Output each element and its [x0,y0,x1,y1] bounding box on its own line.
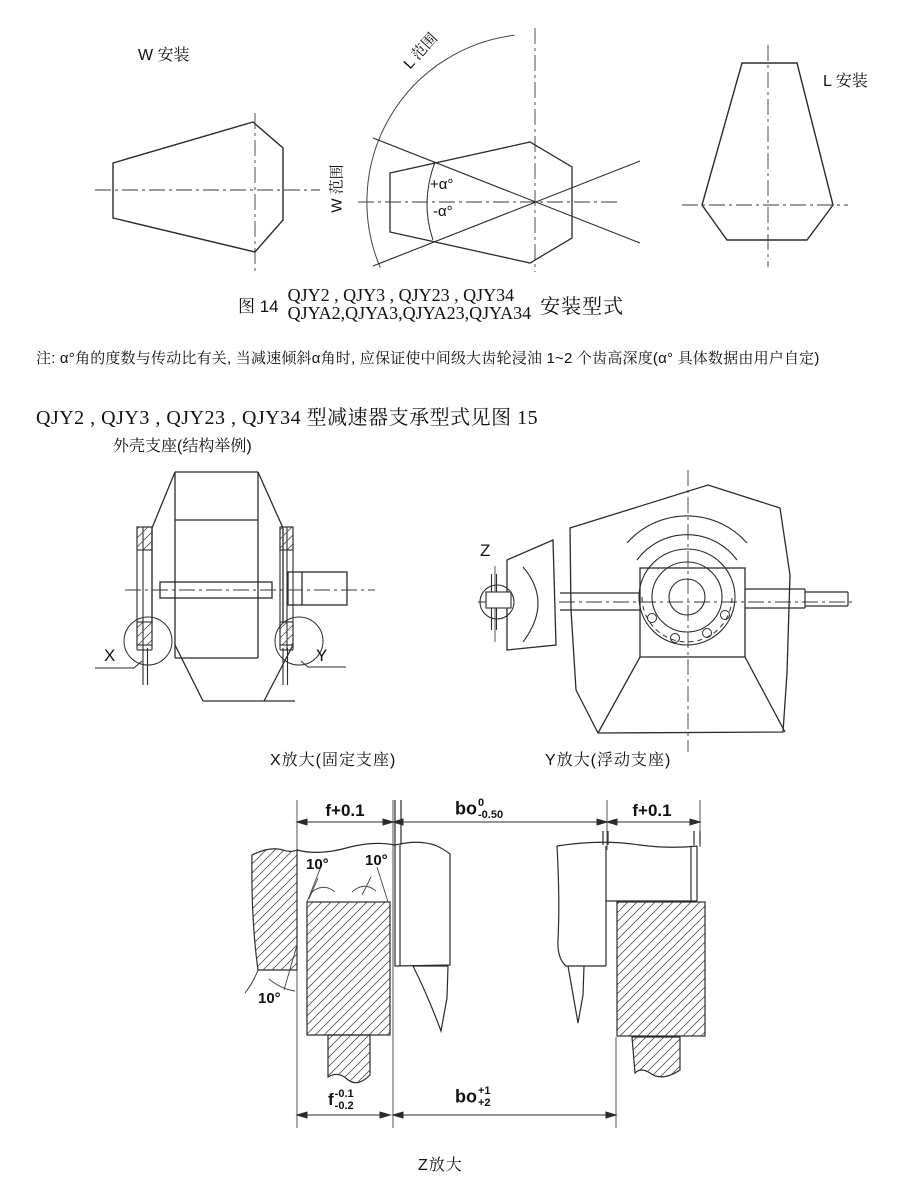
detail-y-label: Y [316,646,328,665]
figure14-caption [238,286,624,323]
housing-support-label: 外壳支座(结构举例) [113,438,252,455]
bearing-circles [627,516,747,645]
support-end-view-drawing [465,455,860,760]
dim-bo-top-base: bo [455,798,477,819]
dim-f-bottom-sup: -0.1 [334,1088,354,1100]
bolt-holes [642,597,732,643]
figure15-heading: QJY2 , QJY3 , QJY23 , QJY34 型减速器支承型式见图 15 [36,407,539,429]
angle-label-top-right: 10° [365,852,388,869]
tilted-reducer-outline [390,142,572,263]
z-detail-drawing [240,790,720,1135]
left-flange [137,527,152,650]
dim-bo-bottom-sub: +2 [478,1096,491,1109]
l-range-label: L 范围 [400,29,442,73]
minus-alpha-label: -α° [433,203,453,220]
figure14-caption-suffix: 安装型式 [540,295,625,318]
x-view-caption: X放大(固定支座) [270,752,397,769]
angle-range-drawing [330,15,650,305]
dim-f-bottom-base: f [328,1090,334,1110]
range-arc [367,35,515,268]
dim-bo-bottom-sup: +1 [478,1085,491,1097]
detail-x-label: X [104,646,116,665]
hatched-pad-right [617,902,705,1077]
end-cap [507,540,556,650]
dim-bo-top-sup: 0 [478,797,485,809]
detail-z-label: Z [480,541,491,560]
range-centerlines [358,28,618,272]
y-view-caption: Y放大(浮动支座) [545,752,672,769]
angle-label-top-left: 10° [306,856,329,873]
w-mount-label: W 安装 [138,47,190,64]
l-mount-cone [702,63,833,240]
figure14-model-list [288,286,532,323]
clamped-web-left [395,800,450,1031]
w-range-label: W 范围 [328,164,346,213]
hatched-pad-left [307,902,390,1083]
dim-bo-top [455,798,503,821]
model-line-1: QJY2 , QJY3 , QJY23 , QJY34 [287,285,515,305]
note-text: 注: α°角的度数与传动比有关, 当减速倾斜α角时, 应保证使中间级大齿轮浸油 1~2 个齿高深度(α° 具体数据由用户自定) [36,350,820,367]
dim-bo-bottom [455,1086,491,1109]
plus-alpha-label: +α° [430,176,454,193]
anchor-studs [143,648,288,685]
xy-leader-lines [95,661,346,668]
angle-label-bottom: 10° [258,990,281,1007]
dim-f-top-left: f+0.1 [325,801,365,820]
dim-bo-top-sub: -0.50 [478,808,504,821]
z-view-caption: Z放大 [418,1157,463,1174]
figure14-number: 图 14 [238,296,279,316]
shaft [160,572,347,605]
dim-bo-bottom-base: bo [455,1086,477,1107]
w-mount-centerlines [95,113,320,272]
dim-f-bottom-sub: -0.2 [334,1099,354,1112]
l-mount-drawing [660,25,890,280]
right-flange [280,527,293,650]
housing-body [152,472,295,701]
w-mount-cone [113,122,283,252]
support-side-view-drawing [85,460,385,695]
end-housing-outline [570,485,790,733]
l-mount-label: L 安装 [823,73,868,90]
dim-f-bottom [328,1089,354,1112]
w-mount-drawing [85,95,335,280]
dim-f-top-right: f+0.1 [632,801,672,820]
hatched-bracket-left [252,849,297,970]
model-line-2: QJYA2,QJYA3,QJYA23,QJYA34 [287,303,532,324]
